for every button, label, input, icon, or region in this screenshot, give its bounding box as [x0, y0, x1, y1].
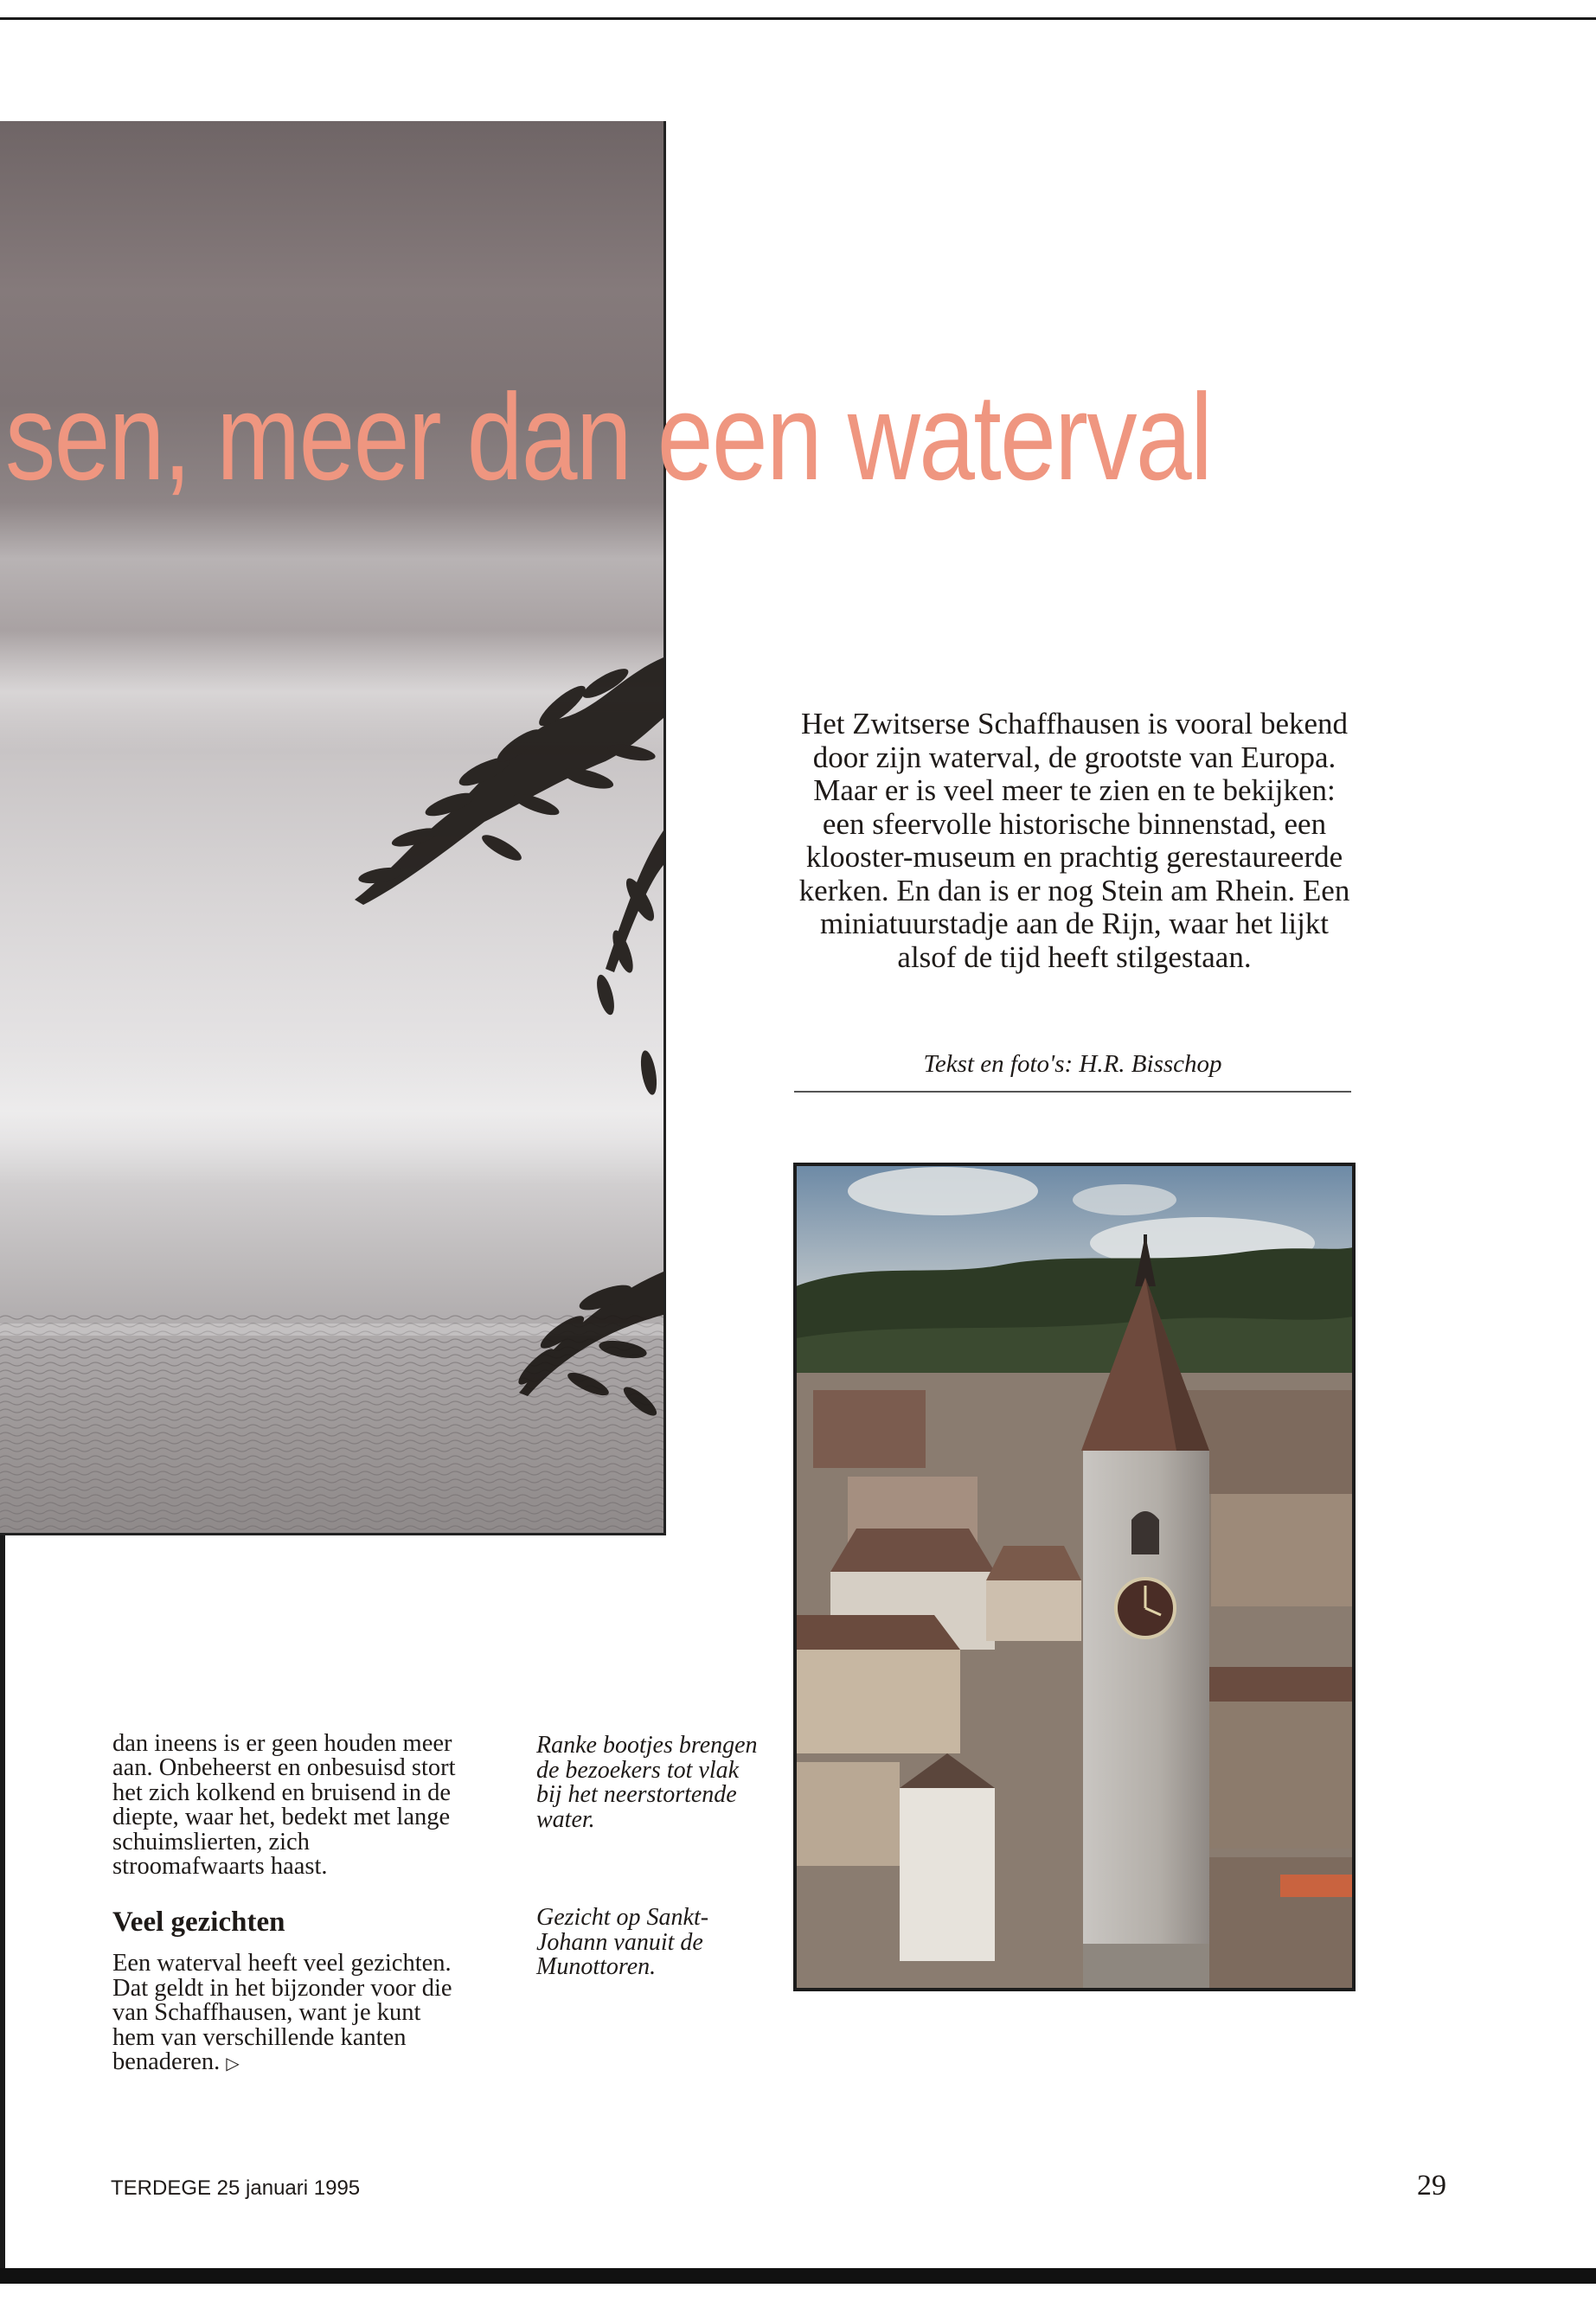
left-border [0, 1531, 5, 2275]
body-column [112, 1732, 458, 2076]
body-paragraph-1: dan ineens is er geen houden meer aan. Onbeheerst en onbesuisd stort het zich kolkend en bruisend in de diepte, waar het, bedekt met lange schuimslierten, zich stroomafwaarts haast. [112, 1730, 456, 1881]
body-paragraph-2 [112, 1952, 458, 2076]
continue-arrow-icon: ▷ [226, 2054, 240, 2074]
intro-paragraph: Het Zwitserse Schaffhausen is vooral bekend door zijn waterval, de grootste van Europa. Maar er is veel meer te zien en te bekijken: een sfeervolle historische binnenstad, een klooster-museum en prachtig gerestaureerde kerken. En dan is er nog Stein am Rhein. Een miniatuurstadje aan de Rijn, waar het lijkt alsof de tijd heeft stilgestaan. [798, 707, 1350, 974]
caption-church: Gezicht op Sankt-Johann vanuit de Munottoren. [536, 1904, 709, 1980]
page-number: 29 [1417, 2170, 1446, 2202]
church-photo [793, 1163, 1356, 1991]
subheading: Veel gezichten [112, 1907, 285, 1939]
waterfall-photo [0, 121, 666, 1535]
top-border [0, 17, 1596, 20]
bottom-border [0, 2268, 1596, 2284]
byline-divider [794, 1091, 1351, 1093]
article-title: sen, meer dan een waterval [5, 369, 1212, 506]
footer-publication: TERDEGE 25 januari 1995 [111, 2176, 361, 2200]
body-paragraph-2-text: Een waterval heeft veel gezichten. Dat geldt in het bijzonder voor die van Schaffhausen, want je kunt hem van verschillende kanten benaderen. [112, 1950, 452, 2076]
byline: Tekst en foto's: H.R. Bisschop [923, 1050, 1222, 1078]
caption-boats: Ranke bootjes brengen de bezoekers tot vlak bij het neerstortende water. [536, 1732, 758, 1833]
